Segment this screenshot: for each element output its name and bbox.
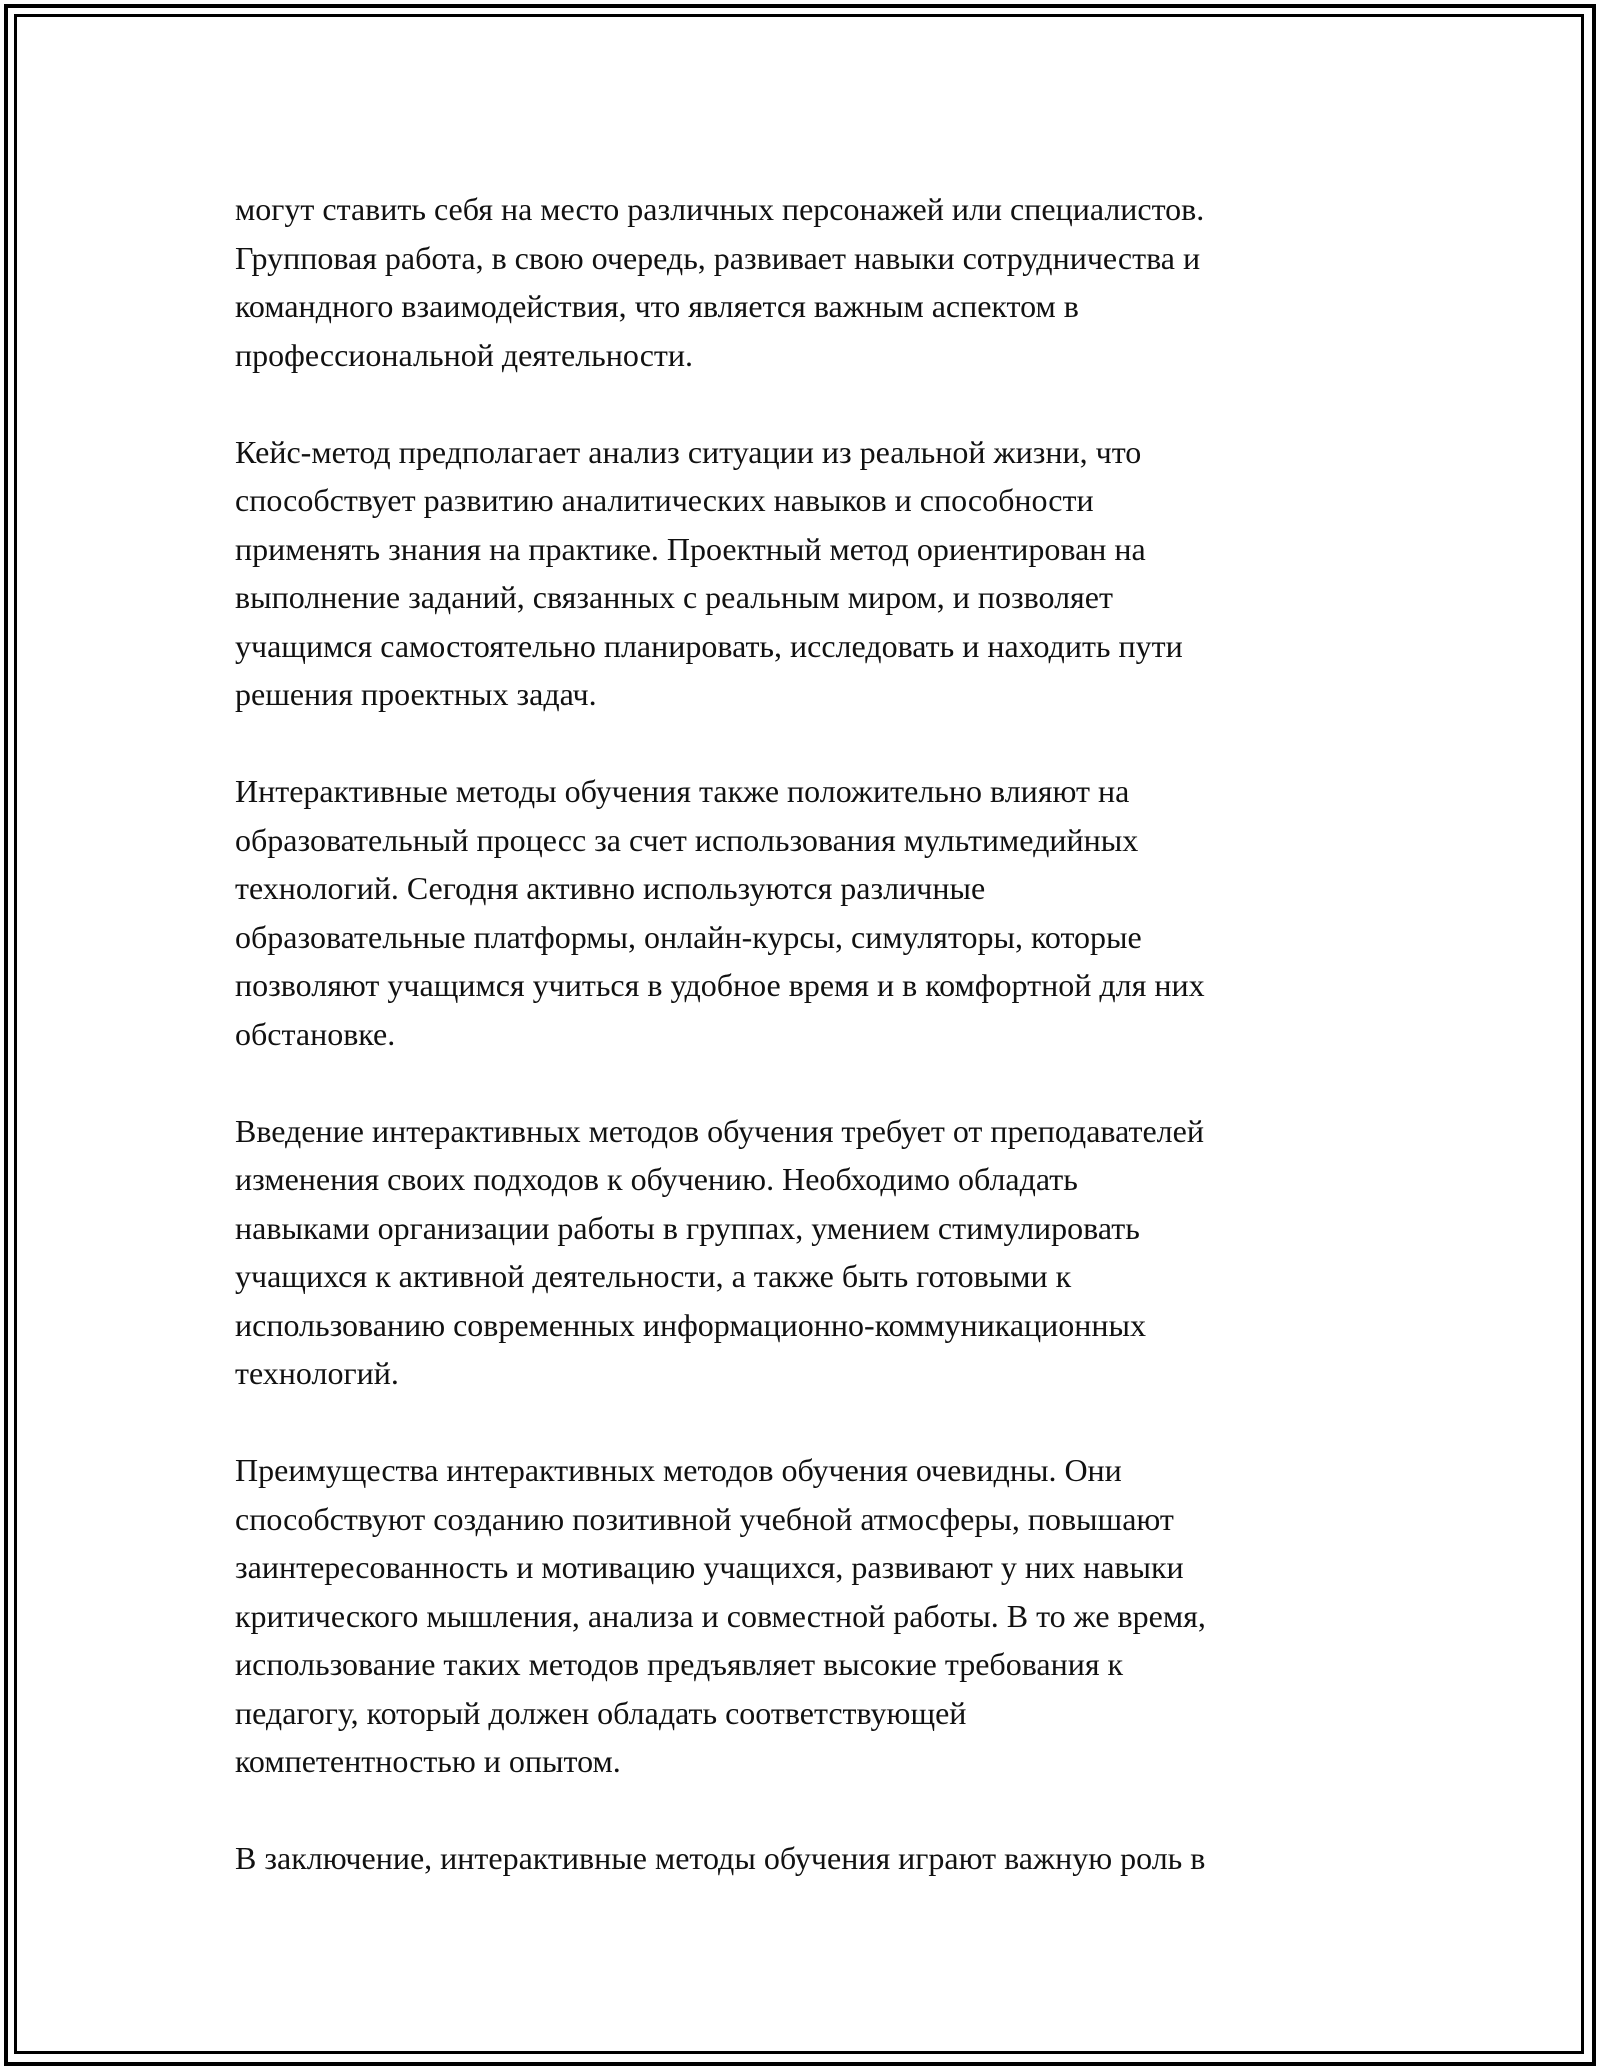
text-line: педагогу, который должен обладать соответствующей xyxy=(235,1694,967,1731)
text-line: изменения своих подходов к обучению. Необходимо обладать xyxy=(235,1161,1078,1197)
text-line: Введение интерактивных методов обучения требует от преподавателей xyxy=(235,1112,1204,1149)
text-line: применять знания на практике. Проектный метод ориентирован на xyxy=(235,530,1146,567)
text-line: могут ставить себя на место различных персонажей или специалистов. xyxy=(235,191,1205,227)
text-line: навыками организации работы в группах, умением стимулировать xyxy=(235,1209,1140,1246)
text-line: образовательный процесс за счет использования мультимедийных xyxy=(235,821,1139,858)
text-line: способствуют созданию позитивной учебной атмосферы, повышают xyxy=(235,1500,1174,1537)
text-line: Интерактивные методы обучения также положительно влияют на xyxy=(235,773,1130,809)
text-line: обстановке. xyxy=(235,1015,396,1052)
document-body xyxy=(235,185,1365,1883)
text-line: технологий. xyxy=(235,1355,399,1391)
text-line: позволяют учащимся учиться в удобное время и в комфортной для них xyxy=(235,967,1205,1003)
text-line: Преимущества интерактивных методов обучения очевидны. Они xyxy=(235,1452,1122,1488)
text-line: Кейс-метод предполагает анализ ситуации из реальной жизни, что xyxy=(235,433,1142,470)
text-line: решения проектных задач. xyxy=(235,676,597,712)
paragraph-spacer xyxy=(235,1398,1365,1447)
text-line: использованию современных информационно-коммуникационных xyxy=(235,1306,1147,1343)
paragraph-spacer xyxy=(235,719,1365,768)
text-line: способствует развитию аналитических навыков и способности xyxy=(235,482,1094,518)
text-line: заинтересованность и мотивацию учащихся, развивают у них навыки xyxy=(235,1549,1184,1585)
text-line: критического мышления, анализа и совместной работы. В то же время, xyxy=(235,1597,1206,1634)
text-line: Групповая работа, в свою очередь, развивает навыки сотрудничества и xyxy=(235,239,1201,276)
text-line: учащихся к активной деятельности, а также быть готовыми к xyxy=(235,1258,1072,1294)
text-line: образовательные платформы, онлайн-курсы, симуляторы, которые xyxy=(235,918,1142,955)
text-line: выполнение заданий, связанных с реальным миром, и позволяет xyxy=(235,579,1113,615)
text-line: учащимся самостоятельно планировать, исследовать и находить пути xyxy=(235,627,1183,664)
paragraph-5 xyxy=(235,1446,1365,1786)
text-line: командного взаимодействия, что является важным аспектом в xyxy=(235,288,1079,324)
text-line: профессиональной деятельности. xyxy=(235,336,693,373)
paragraph-spacer xyxy=(235,379,1365,428)
text-line: использование таких методов предъявляет высокие требования к xyxy=(235,1646,1124,1682)
text-line: В заключение, интерактивные методы обучения играют важную роль в xyxy=(235,1840,1206,1876)
text-line: компетентностью и опытом. xyxy=(235,1743,621,1779)
paragraph-6 xyxy=(235,1834,1365,1883)
paragraph-1 xyxy=(235,185,1365,379)
paragraph-spacer xyxy=(235,1058,1365,1107)
paragraph-spacer xyxy=(235,1786,1365,1835)
paragraph-4 xyxy=(235,1107,1365,1398)
paragraph-2 xyxy=(235,428,1365,719)
text-line: технологий. Сегодня активно используются различные xyxy=(235,870,986,906)
paragraph-3 xyxy=(235,767,1365,1058)
